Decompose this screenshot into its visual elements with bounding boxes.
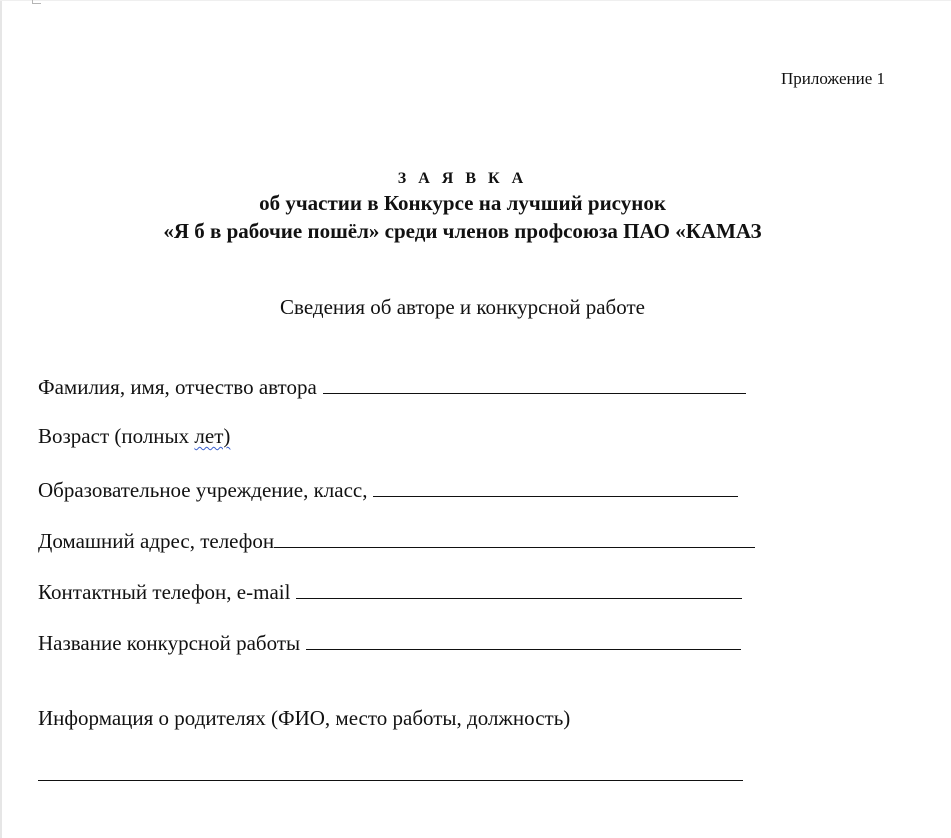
author-name-label: Фамилия, имя, отчество автора bbox=[38, 375, 317, 399]
section-subtitle: Сведения об авторе и конкурсной работе bbox=[280, 295, 645, 319]
age-label bbox=[38, 424, 230, 449]
work-title-field bbox=[38, 629, 741, 656]
parents-info-field bbox=[38, 706, 570, 731]
home-address-blank-line[interactable] bbox=[274, 527, 755, 548]
text-boundary-corner-mark bbox=[32, 0, 41, 4]
parents-info-blank-line[interactable] bbox=[38, 780, 743, 781]
work-title-blank-line[interactable] bbox=[306, 629, 741, 650]
contact-label: Контактный телефон, e-mail bbox=[38, 580, 291, 604]
home-address-label: Домашний адрес, телефон bbox=[38, 529, 275, 553]
school-class-blank-line[interactable] bbox=[373, 476, 738, 497]
work-title-label: Название конкурсной работы bbox=[38, 631, 301, 655]
age-label-spellcheck-word[interactable]: лет) bbox=[194, 424, 231, 448]
page-top-edge bbox=[0, 0, 951, 1]
school-class-field bbox=[38, 476, 738, 503]
contact-blank-line[interactable] bbox=[296, 578, 742, 599]
parents-info-label: Информация о родителях (ФИО, место работы, должность) bbox=[38, 706, 571, 730]
school-class-label: Образовательное учреждение, класс, bbox=[38, 478, 368, 502]
contact-field bbox=[38, 578, 742, 605]
home-address-field bbox=[38, 527, 755, 554]
age-label-prefix: Возраст (полных bbox=[38, 424, 195, 448]
application-title-line-3: «Я б в рабочие пошёл» среди членов профсоюза ПАО «КАМАЗ bbox=[163, 219, 762, 243]
author-name-blank-line[interactable] bbox=[323, 373, 746, 394]
application-title-line-2: об участии в Конкурсе на лучший рисунок bbox=[259, 191, 666, 215]
age-field bbox=[38, 424, 230, 449]
page-left-edge bbox=[0, 0, 2, 838]
application-title: З А Я В К А bbox=[397, 170, 528, 187]
author-name-field bbox=[38, 373, 746, 400]
appendix-label: Приложение 1 bbox=[781, 69, 885, 88]
